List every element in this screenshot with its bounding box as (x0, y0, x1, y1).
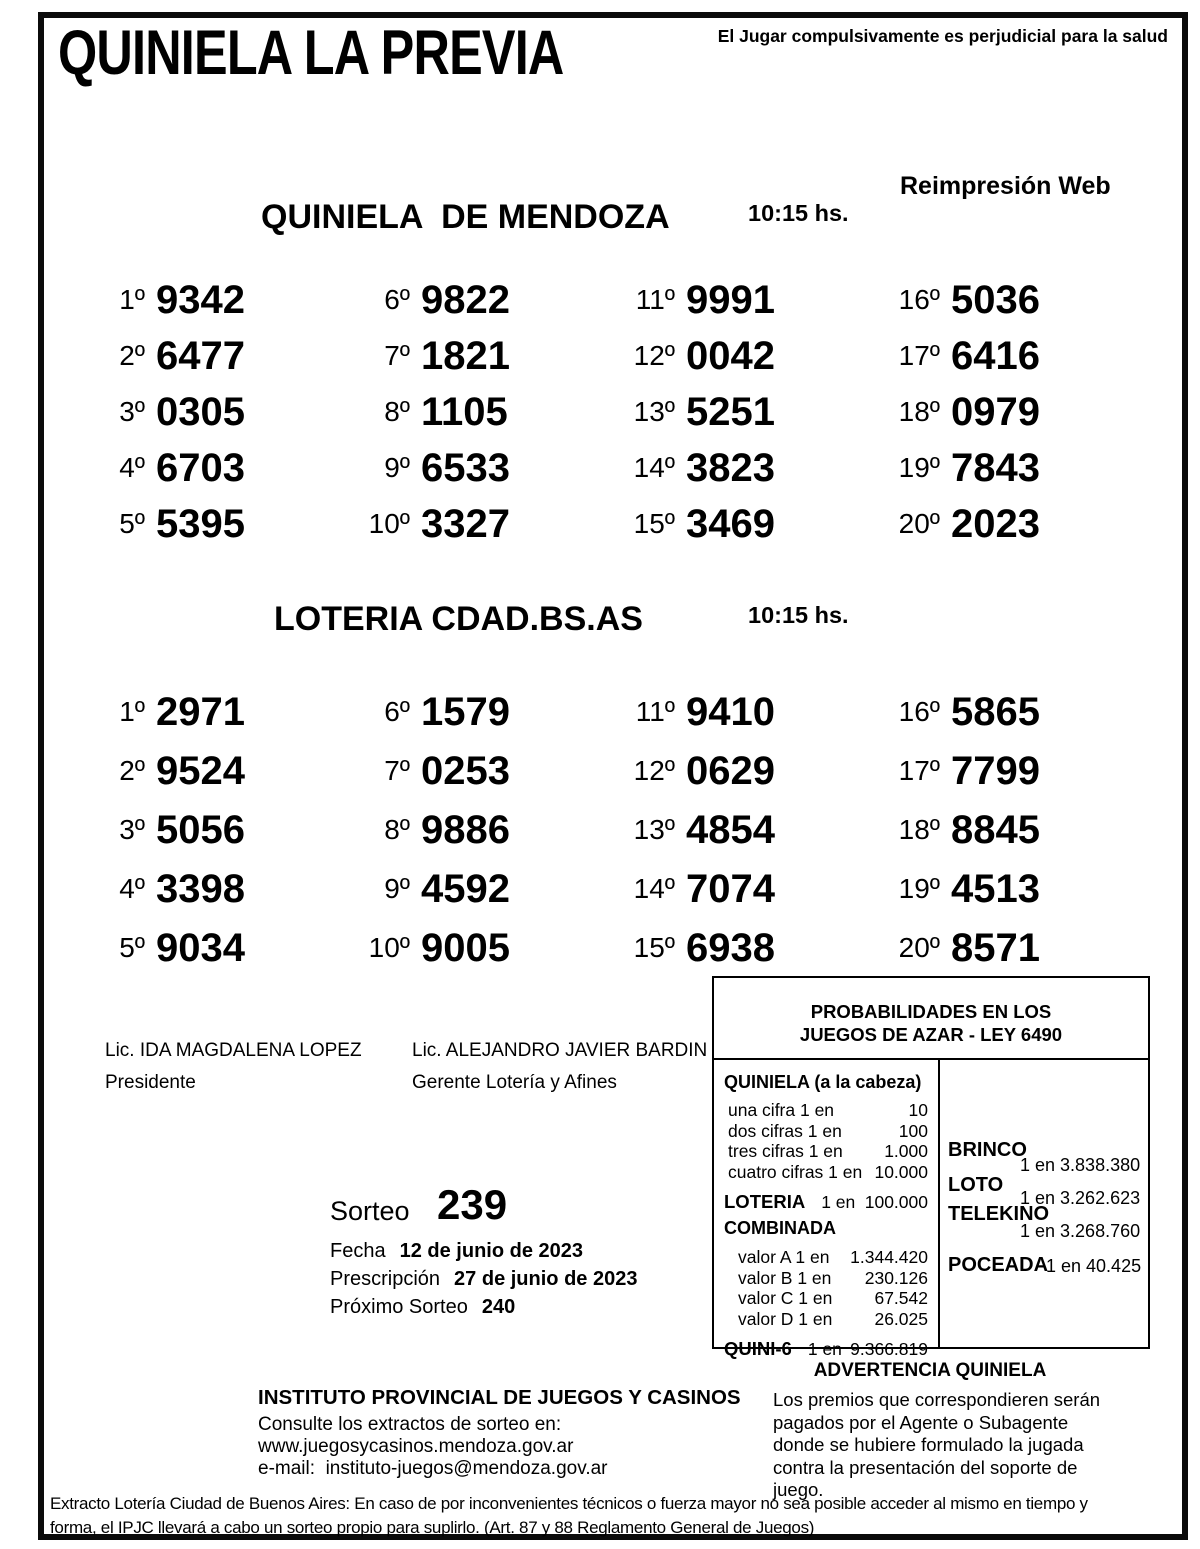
result-position: 4º (119, 872, 145, 904)
result-number: 1579 (421, 689, 510, 734)
result-number: 9342 (156, 278, 245, 322)
result-number: 3469 (686, 502, 775, 546)
result-item (85, 682, 350, 741)
loteria-row (724, 1191, 928, 1213)
probabilities-body (714, 1060, 1148, 1359)
advertencia-line: pagados por el Agente o Subagente (773, 1411, 1069, 1433)
loto-label: LOTO (948, 1174, 1004, 1196)
prob-row-label: valor B 1 en (738, 1267, 832, 1288)
prob-row (724, 1268, 928, 1289)
result-number: 6938 (686, 925, 775, 970)
result-item (350, 328, 615, 384)
result-position: 7º (384, 340, 410, 371)
prob-row-label: cuatro cifras 1 en (728, 1161, 863, 1182)
quini6-label: QUINI-6 (724, 1338, 792, 1359)
institute-email: e-mail: instituto-juegos@mendoza.gov.ar (258, 1458, 608, 1479)
prescripcion-row (330, 1268, 637, 1291)
result-number: 5395 (156, 502, 245, 546)
result-item (350, 741, 615, 800)
result-position: 2º (119, 754, 145, 786)
result-number: 4592 (421, 866, 510, 911)
result-item (880, 859, 1145, 918)
result-position: 4º (119, 452, 145, 483)
result-item (85, 918, 350, 977)
results-grid-bsas (85, 682, 1145, 977)
result-number: 0979 (951, 390, 1040, 434)
result-item (615, 384, 880, 440)
result-position: 5º (119, 931, 145, 963)
result-position: 16º (898, 695, 940, 727)
result-position: 11º (635, 695, 675, 727)
result-position: 10º (368, 508, 410, 539)
result-position: 19º (898, 872, 940, 904)
result-item (85, 800, 350, 859)
result-item (615, 328, 880, 384)
institute-consult-line: Consulte los extractos de sorteo en: (258, 1414, 562, 1435)
telekino-label: TELEKINO (948, 1203, 1050, 1225)
result-number: 8571 (951, 925, 1040, 970)
result-item (85, 741, 350, 800)
result-position: 15º (633, 508, 675, 539)
advertencia-line: donde se hubiere formulado la jugada (773, 1434, 1084, 1455)
result-item (350, 682, 615, 741)
result-number: 3823 (686, 446, 775, 490)
result-number: 0042 (686, 334, 775, 378)
result-number: 9005 (421, 925, 510, 970)
prob-row-value: 1.000 (884, 1141, 928, 1161)
result-item (85, 859, 350, 918)
result-item (880, 496, 1145, 552)
result-number: 6416 (951, 334, 1040, 378)
brinco-value: 1 en 3.838.380 (1020, 1155, 1141, 1175)
result-item (350, 800, 615, 859)
prob-row-value: 100 (898, 1120, 928, 1141)
telekino-value: 1 en 3.268.760 (1020, 1221, 1141, 1241)
prob-row-value: 230.126 (864, 1267, 928, 1288)
draw-time-mendoza: 10:15 hs. (748, 200, 849, 226)
signature-role-president: Presidente (105, 1072, 196, 1093)
poceada-value: 1 en 40.425 (1046, 1256, 1142, 1276)
footnote-line2: forma, el IPJC llevará a cabo un sorteo propio para suplirlo. (Art. 87 y 88 Reglamento General de Juegos) (50, 1518, 815, 1537)
prob-row-label: valor C 1 en (738, 1288, 833, 1308)
prob-row-value: 10 (908, 1100, 928, 1120)
probabilities-title-line1: PROBABILIDADES EN LOS (810, 1001, 1052, 1022)
result-number: 8845 (951, 807, 1040, 852)
result-position: 2º (119, 340, 145, 371)
result-item (615, 496, 880, 552)
result-item (880, 918, 1145, 977)
prob-row-value: 26.025 (874, 1308, 928, 1329)
institute-website: www.juegosycasinos.mendoza.gov.ar (258, 1436, 574, 1457)
result-position: 12º (633, 754, 675, 786)
footnote-line1: Extracto Lotería Ciudad de Buenos Aires: En caso de por inconvenientes técnicos o fuerza mayor no sea posible acceder al mismo en tiempo y (50, 1494, 1088, 1513)
reprint-web-label: Reimpresión Web (900, 172, 1111, 200)
quini6-mid: 1 en (807, 1339, 842, 1359)
result-position: 19º (898, 452, 940, 483)
prob-row-label: valor D 1 en (738, 1308, 833, 1329)
result-position: 6º (384, 284, 410, 315)
result-position: 12º (633, 340, 675, 371)
result-position: 1º (119, 695, 145, 727)
result-number: 3398 (156, 866, 245, 911)
result-position: 8º (384, 813, 410, 845)
advertencia-title: ADVERTENCIA QUINIELA (813, 1360, 1047, 1381)
result-number: 2971 (156, 689, 245, 734)
results-grid-mendoza (85, 272, 1145, 552)
result-number: 6703 (156, 446, 245, 490)
result-position: 18º (898, 813, 940, 845)
result-position: 3º (119, 396, 145, 427)
prescripcion-label: Prescripción (330, 1268, 441, 1290)
result-number: 5056 (156, 807, 245, 852)
result-number: 4513 (951, 866, 1040, 911)
fecha-label: Fecha (330, 1240, 386, 1262)
institute-name: INSTITUTO PROVINCIAL DE JUEGOS Y CASINOS (258, 1386, 741, 1409)
quini6-row (724, 1338, 928, 1360)
result-position: 9º (384, 872, 410, 904)
result-number: 7074 (686, 866, 775, 911)
prob-row (724, 1309, 928, 1330)
result-item (350, 384, 615, 440)
prob-row-label: una cifra 1 en (728, 1100, 835, 1120)
result-item (880, 272, 1145, 328)
result-number: 6533 (421, 446, 510, 490)
result-number: 1821 (421, 334, 510, 378)
result-item (880, 682, 1145, 741)
result-position: 17º (898, 340, 940, 371)
result-position: 11º (635, 284, 675, 315)
result-position: 9º (384, 452, 410, 483)
quini6-value: 9.366.819 (850, 1339, 928, 1359)
prescripcion-value: 27 de junio de 2023 (454, 1268, 638, 1290)
loteria-value: 100.000 (864, 1192, 928, 1212)
result-position: 17º (898, 754, 940, 786)
result-number: 5036 (951, 278, 1040, 322)
result-position: 3º (119, 813, 145, 845)
result-number: 6477 (156, 334, 245, 378)
poceada-label: POCEADA (948, 1254, 1049, 1276)
proximo-sorteo-label: Próximo Sorteo (330, 1296, 468, 1318)
signature-name-president: Lic. IDA MAGDALENA LOPEZ (105, 1040, 362, 1061)
result-number: 5865 (951, 689, 1040, 734)
prob-row (724, 1247, 928, 1268)
result-number: 0305 (156, 390, 245, 434)
result-item (880, 440, 1145, 496)
result-number: 9822 (421, 278, 510, 322)
proximo-sorteo-value: 240 (481, 1296, 516, 1318)
result-item (85, 272, 350, 328)
result-position: 13º (633, 813, 675, 845)
fecha-row (330, 1240, 583, 1263)
result-position: 5º (119, 508, 145, 539)
prob-row-value: 10.000 (874, 1161, 928, 1182)
result-item (880, 384, 1145, 440)
result-item (615, 682, 880, 741)
result-item (350, 440, 615, 496)
result-position: 10º (368, 931, 410, 963)
advertencia-block (740, 1360, 1120, 1502)
result-item (880, 741, 1145, 800)
result-item (85, 440, 350, 496)
quiniela-header: QUINIELA (a la cabeza) (724, 1072, 922, 1092)
result-position: 15º (633, 931, 675, 963)
result-item (615, 741, 880, 800)
result-item (615, 800, 880, 859)
result-item (85, 384, 350, 440)
result-item (350, 496, 615, 552)
result-number: 9886 (421, 807, 510, 852)
prob-row-label: tres cifras 1 en (728, 1141, 843, 1161)
result-number: 4854 (686, 807, 775, 852)
result-item (880, 800, 1145, 859)
probabilities-box (712, 976, 1150, 1359)
result-item (350, 272, 615, 328)
result-number: 9991 (686, 278, 775, 322)
result-number: 9524 (156, 748, 245, 793)
result-position: 1º (119, 284, 145, 315)
result-number: 9034 (156, 925, 245, 970)
prob-row (724, 1141, 928, 1162)
result-number: 1105 (421, 390, 508, 434)
signature-name-manager: Lic. ALEJANDRO JAVIER BARDIN (412, 1040, 708, 1061)
probabilities-title (714, 978, 1148, 1060)
prob-row (724, 1100, 928, 1121)
result-number: 0253 (421, 748, 510, 793)
loteria-label: LOTERIA (724, 1191, 806, 1212)
prob-row-label: valor A 1 en (738, 1247, 830, 1267)
sorteo-label: Sorteo (330, 1196, 410, 1226)
prob-row (724, 1121, 928, 1142)
draw-time-bsas: 10:15 hs. (748, 602, 849, 628)
result-item (880, 328, 1145, 384)
result-item (350, 859, 615, 918)
result-position: 6º (384, 695, 410, 727)
signature-role-manager: Gerente Lotería y Afines (412, 1072, 617, 1093)
result-position: 13º (633, 396, 675, 427)
result-item (615, 272, 880, 328)
result-item (615, 918, 880, 977)
result-item (350, 918, 615, 977)
loto-value: 1 en 3.262.623 (1020, 1188, 1141, 1208)
prob-row-label: dos cifras 1 en (728, 1120, 842, 1141)
combinada-header: COMBINADA (724, 1218, 836, 1238)
fecha-value: 12 de junio de 2023 (399, 1240, 584, 1262)
result-number: 5251 (686, 390, 775, 434)
sorteo-number: 239 (437, 1181, 508, 1228)
page-title: QUINIELA LA PREVIA (58, 18, 564, 88)
result-number: 9410 (686, 689, 775, 734)
advertencia-line: Los premios que correspondieren serán (773, 1389, 1101, 1410)
result-item (615, 440, 880, 496)
result-item (615, 859, 880, 918)
result-item (85, 496, 350, 552)
result-number: 7843 (951, 446, 1040, 490)
prob-row (724, 1288, 928, 1309)
brinco-label: BRINCO (948, 1139, 1027, 1161)
prob-row-value: 67.542 (874, 1288, 928, 1308)
result-position: 16º (898, 284, 940, 315)
probabilities-right-column (940, 1060, 1148, 1347)
prob-row (724, 1162, 928, 1183)
result-number: 2023 (951, 502, 1040, 546)
advertencia-line: contra la presentación del soporte de juego. (773, 1456, 1078, 1500)
result-item (85, 328, 350, 384)
result-position: 14º (633, 872, 675, 904)
result-position: 20º (898, 508, 940, 539)
prob-row-value: 1.344.420 (850, 1247, 928, 1267)
result-number: 0629 (686, 748, 775, 793)
proximo-sorteo-row (330, 1296, 515, 1319)
health-warning: El Jugar compulsivamente es perjudicial para la salud (717, 26, 1168, 46)
result-position: 8º (384, 396, 410, 427)
loteria-mid: 1 en (821, 1192, 856, 1212)
footnote (50, 1492, 1160, 1540)
result-number: 7799 (951, 748, 1040, 793)
probabilities-left-column (714, 1060, 938, 1360)
draw-title-mendoza: QUINIELA DE MENDOZA (261, 198, 670, 236)
result-position: 7º (384, 754, 410, 786)
result-position: 18º (898, 396, 940, 427)
result-position: 20º (898, 931, 940, 963)
draw-title-bsas: LOTERIA CDAD.BS.AS (274, 600, 643, 638)
result-position: 14º (633, 452, 675, 483)
probabilities-title-line2: JUEGOS DE AZAR - LEY 6490 (799, 1024, 1063, 1045)
result-number: 3327 (421, 502, 510, 546)
